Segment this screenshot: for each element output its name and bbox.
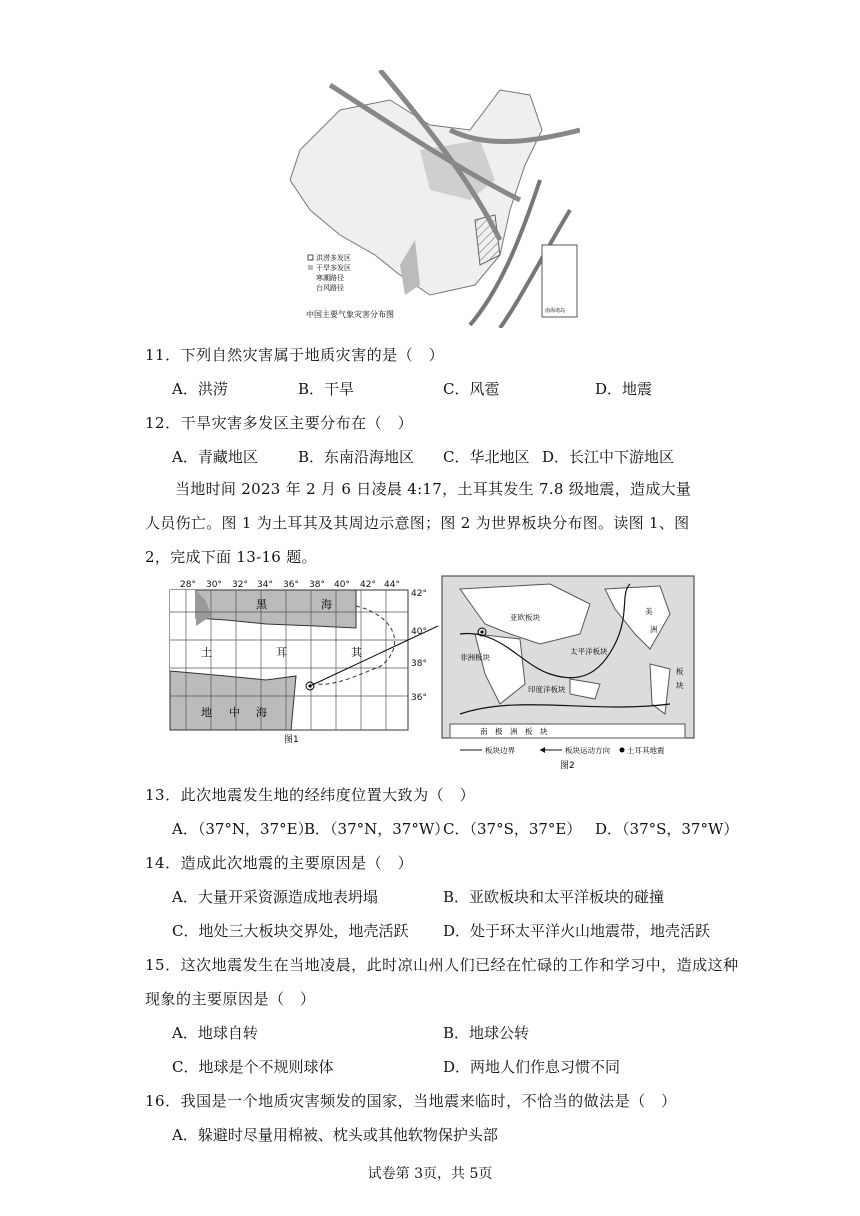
legend-flood-swatch bbox=[308, 255, 313, 260]
fig1-turkey-3: 其 bbox=[351, 646, 362, 659]
fig1-lat-2: 38° bbox=[411, 659, 427, 669]
q14-option-d: D．处于环太平洋火山地震带，地壳活跃 bbox=[443, 922, 711, 940]
fig2-plate-america-2: 洲 bbox=[650, 625, 658, 634]
china-map-caption: 中国主要气象灾害分布图 bbox=[306, 310, 394, 319]
fig1-med-3: 海 bbox=[256, 706, 267, 719]
fig1-lon-3: 34° bbox=[257, 580, 273, 590]
fig1-med-1: 地 bbox=[201, 706, 212, 719]
q11-option-a: A．洪涝 bbox=[172, 380, 228, 398]
q13-option-d: D．（37°S，37°W） bbox=[595, 820, 739, 838]
fig1-black-sea-2: 海 bbox=[321, 598, 332, 611]
q14-option-c: C．地处三大板块交界处，地壳活跃 bbox=[172, 922, 409, 940]
q13-option-b: B．（37°N，37°W） bbox=[304, 820, 450, 838]
fig2-plate-indian: 印度洋板块 bbox=[528, 685, 566, 694]
fig2-legend-boundary: 板块边界 bbox=[485, 746, 515, 755]
fig2-legend-motion: 板块运动方向 bbox=[565, 746, 610, 755]
q14-option-a: A．大量开采资源造成地表坍塌 bbox=[172, 888, 378, 906]
q15-option-d: D．两地人们作息习惯不同 bbox=[443, 1058, 621, 1076]
q12-option-a: A．青藏地区 bbox=[172, 448, 258, 466]
legend-typhoon: 台风路径 bbox=[316, 284, 344, 292]
q13-option-a: A．（37°N，37°E） bbox=[172, 820, 313, 838]
fig1-turkey-2: 耳 bbox=[276, 646, 287, 659]
q15-option-b: B．地球公转 bbox=[443, 1024, 530, 1042]
fig1-med-2: 中 bbox=[229, 706, 240, 719]
fig2-plate-america-4: 块 bbox=[676, 681, 684, 690]
question-13-stem: 13．此次地震发生地的经纬度位置大致为（ ） bbox=[145, 786, 476, 804]
fig2-legend-quake: 土耳其地震 bbox=[627, 746, 665, 755]
fig1-lon-6: 40° bbox=[334, 580, 350, 590]
fig2-caption: 图2 bbox=[560, 761, 575, 771]
fig1-black-sea-1: 黑 bbox=[256, 598, 267, 611]
figure-1-turkey-map bbox=[166, 576, 438, 746]
question-15-stem-line2: 现象的主要原因是（ ） bbox=[145, 990, 316, 1008]
intro-paragraph: 当地时间 2023 年 2 月 6 日凌晨 4:17，土耳其发生 7.8 级地震，造成大量人员伤亡。图 1 为土耳其及其周边示意图；图 2 为世界板块分布图。读图 1、图 2，完成下面 13-16 题。 bbox=[145, 480, 692, 566]
fig1-lon-5: 38° bbox=[309, 580, 325, 590]
fig1-turkey-1: 土 bbox=[201, 646, 212, 659]
china-disaster-map bbox=[280, 70, 580, 328]
legend-flood: 洪涝多发区 bbox=[316, 254, 351, 262]
inset-label: 南海诸岛 bbox=[545, 308, 566, 314]
figure-2-plate-map bbox=[440, 574, 696, 772]
fig2-plate-pacific: 太平洋板块 bbox=[570, 647, 608, 656]
page-footer: 试卷第 3页，共 5页 bbox=[367, 1166, 493, 1182]
fig2-plate-america-3: 板 bbox=[676, 667, 684, 676]
q15-option-a: A．地球自转 bbox=[172, 1024, 258, 1042]
question-14-stem: 14．造成此次地震的主要原因是（ ） bbox=[145, 854, 414, 872]
fig1-lon-2: 32° bbox=[232, 580, 248, 590]
fig1-caption: 图1 bbox=[284, 735, 299, 745]
q16-option-a: A．躲避时尽量用棉被、枕头或其他软物保护头部 bbox=[172, 1126, 498, 1144]
fig1-lon-1: 30° bbox=[206, 580, 222, 590]
q12-option-d: D．长江中下游地区 bbox=[542, 448, 675, 466]
q11-option-c: C．风雹 bbox=[443, 380, 500, 398]
legend-drought-swatch bbox=[308, 265, 313, 270]
fig2-plate-african: 非洲板块 bbox=[460, 653, 490, 662]
fig2-plate-antarctic: 南 极 洲 板 块 bbox=[480, 727, 548, 736]
fig2-plate-eurasian: 亚欧板块 bbox=[510, 613, 540, 622]
fig1-lon-8: 44° bbox=[384, 580, 400, 590]
fig2-plate-america-1: 美 bbox=[645, 607, 653, 616]
fig1-lon-4: 36° bbox=[283, 580, 299, 590]
q11-option-b: B．干旱 bbox=[298, 380, 355, 398]
fig1-lat-3: 36° bbox=[411, 693, 427, 703]
question-12-stem: 12．干旱灾害多发区主要分布在（ ） bbox=[145, 414, 414, 432]
fig1-lon-7: 42° bbox=[360, 580, 376, 590]
q15-option-c: C．地球是个不规则球体 bbox=[172, 1058, 334, 1076]
question-16-stem: 16．我国是一个地质灾害频发的国家，当地震来临时，不恰当的做法是（ ） bbox=[145, 1092, 677, 1110]
fig1-lon-0: 28° bbox=[180, 580, 196, 590]
fig1-lat-0: 42° bbox=[411, 589, 427, 599]
q11-option-d: D．地震 bbox=[595, 380, 653, 398]
question-11-stem: 11．下列自然灾害属于地质灾害的是（ ） bbox=[145, 346, 445, 364]
q12-option-b: B．东南沿海地区 bbox=[298, 448, 415, 466]
question-15-stem-line1: 15．这次地震发生在当地凌晨，此时凉山州人们已经在忙碌的工作和学习中，造成这种 bbox=[145, 956, 739, 974]
q13-option-c: C．（37°S，37°E） bbox=[443, 820, 582, 838]
q12-option-c: C．华北地区 bbox=[443, 448, 530, 466]
q14-option-b: B．亚欧板块和太平洋板块的碰撞 bbox=[443, 888, 665, 906]
fig1-lat-1: 40° bbox=[411, 627, 427, 637]
legend-drought: 干旱多发区 bbox=[316, 264, 351, 272]
legend-coldwave: 寒潮路径 bbox=[316, 274, 344, 282]
